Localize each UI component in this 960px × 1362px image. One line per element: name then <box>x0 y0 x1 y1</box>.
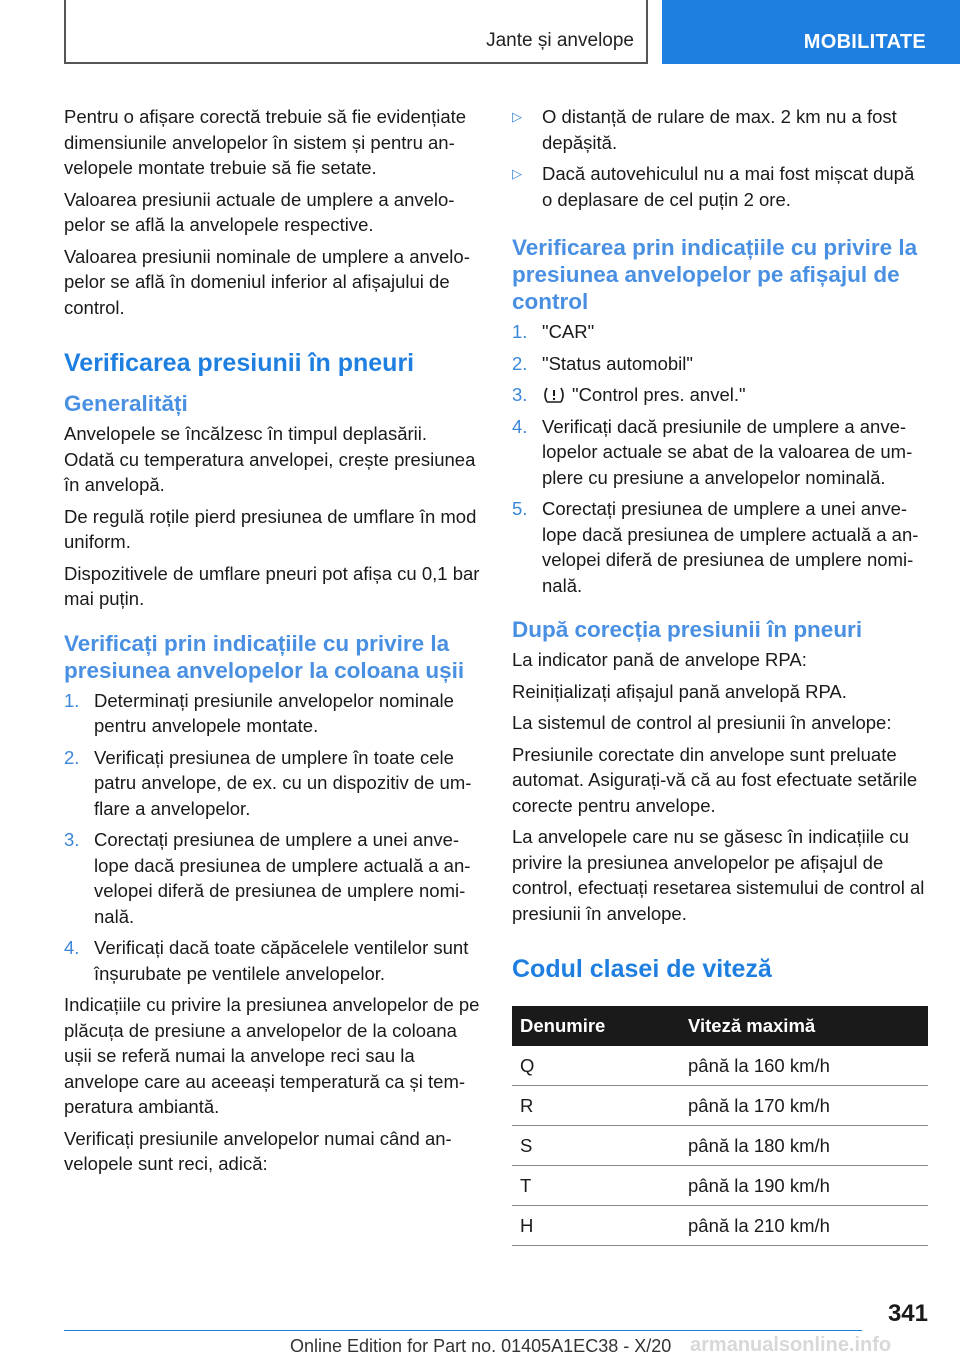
table-cell: R <box>512 1086 680 1126</box>
footer-divider <box>64 1330 862 1331</box>
bullet-text: O distanță de rulare de max. 2 km nu a fost depășită. <box>542 106 897 153</box>
table-cell: T <box>512 1166 680 1206</box>
heading-tire-pressure-check: Verificarea presiunii în pneuri <box>64 349 415 377</box>
triangle-bullet-icon: ▷ <box>512 166 522 181</box>
step-text: Verificați presiunea de umplere în toate cele patru anvelope, de ex. cu un dispozitiv de umflare a anvelopelor. <box>94 746 472 819</box>
step-number: 3. <box>512 384 528 405</box>
list-item <box>512 382 928 408</box>
heading-speed-class: Codul clasei de viteză <box>512 955 772 983</box>
table-cell: H <box>512 1206 680 1246</box>
step-number: 4. <box>64 937 80 958</box>
general-paragraph: De regulă roțile pierd presiunea de umflare în mod uniform. <box>64 505 477 552</box>
step-text: Verificați dacă presiunile de umplere a anvelopelor actuale se abat de la valoarea de umplere cu presiune a anvelopelor nominală. <box>542 415 913 488</box>
bullet-text: Dacă autovehiculul nu a mai fost mișcat după o deplasare de cel puțin 2 ore. <box>542 163 915 210</box>
table-cell: până la 180 km/h <box>680 1126 928 1166</box>
page-number: 341 <box>887 1300 928 1327</box>
step-text: "Status automobil" <box>542 352 693 374</box>
table-row <box>512 1046 928 1086</box>
footer-edition: Online Edition for Part no. 01405A1EC38 - X/20 <box>290 1336 672 1356</box>
heading-door-pillar-check: Verificați prin indicațiile cu privire la presiunea anvelopelor la coloana ușii <box>64 630 465 683</box>
door-check-steps <box>64 688 480 987</box>
right-column <box>512 104 928 1246</box>
table-cell: S <box>512 1126 680 1166</box>
table-row <box>512 1126 928 1166</box>
table-cell: Q <box>512 1046 680 1086</box>
intro-paragraph: Valoarea presiunii actuale de umplere a anvelopelor se află la anvelopele respective. <box>64 188 455 235</box>
list-item <box>512 351 928 377</box>
after-paragraph: Verificați presiunile anvelopelor numai când anvelopele sunt reci, adică: <box>64 1127 452 1174</box>
list-item <box>64 935 480 986</box>
list-item <box>64 745 480 822</box>
step-number: 2. <box>64 746 80 768</box>
table-row <box>512 1206 928 1246</box>
list-item <box>64 688 480 739</box>
list-item <box>512 104 928 155</box>
intro-paragraph: Valoarea presiunii nominale de umplere a anvelopelor se află în domeniul inferior al afișajului de control. <box>64 245 470 318</box>
intro-paragraph: Pentru o afișare corectă trebuie să fie evidențiate dimensiunile anvelopelor în sistem și pentru anvelopele montate trebuie să fie setate. <box>64 106 467 178</box>
table-cell: până la 160 km/h <box>680 1046 928 1086</box>
triangle-bullet-icon: ▷ <box>512 109 522 124</box>
watermark: armanualsonline.info <box>690 1334 892 1356</box>
list-item <box>512 161 928 212</box>
heading-general: Generalități <box>64 391 188 416</box>
step-text: Verificați dacă toate căpăcelele ventilelor sunt înșurubate pe ventilele anvelopelor. <box>94 937 469 984</box>
left-column <box>64 104 480 1183</box>
table-row <box>512 1086 928 1126</box>
after-paragraph: La indicator pană de anvelope RPA: <box>512 649 807 670</box>
step-number: 5. <box>512 498 528 519</box>
general-paragraph: Dispozitivele de umflare pneuri pot afișa cu 0,1 bar mai puțin. <box>64 562 480 609</box>
table-cell: până la 210 km/h <box>680 1206 928 1246</box>
step-text: Determinați presiunile anvelopelor nominale pentru anvelopele montate. <box>94 689 454 736</box>
general-paragraph: Anvelopele se încălzesc în timpul deplasării. Odată cu temperatura anvelopei, crește presiunea în anvelopă. <box>64 423 476 495</box>
tire-pressure-warning-icon <box>542 385 566 405</box>
column-header: Denumire <box>512 1006 680 1046</box>
column-header: Viteză maximă <box>680 1006 928 1046</box>
table-header-row <box>512 1006 928 1046</box>
step-text: "Control pres. anvel." <box>572 384 746 405</box>
after-paragraph: Reinițializați afișajul pană anvelopă RPA. <box>512 680 847 702</box>
condition-bullets <box>512 104 928 212</box>
list-item <box>64 827 480 929</box>
table-row <box>512 1166 928 1206</box>
header-section-box <box>64 0 648 64</box>
heading-display-check: Verificarea prin indicațiile cu privire la presiunea anvelopelor pe afișajul de control <box>512 235 918 314</box>
header-section-title: Jante și anvelope <box>486 30 634 51</box>
after-paragraph: Indicațiile cu privire la presiunea anvelopelor de pe plăcuța de presiune a anvelopelor de la coloana ușii se referă numai la anvelope reci sau la anvelope care au aceeași temperatură ca și temperatura ambiantă. <box>64 994 480 1117</box>
after-paragraph: Presiunile corectate din anvelope sunt preluate automat. Asigurați-vă că au fost efectuate setările corecte pentru anvelope. <box>512 743 918 816</box>
step-number: 3. <box>64 829 80 850</box>
heading-after-correction: După corecția presiunii în pneuri <box>512 617 863 642</box>
header-chapter-tab: MOBILITATE <box>662 0 960 64</box>
list-item <box>512 319 928 345</box>
after-paragraph: La anvelopele care nu se găsesc în indicațiile cu privire la presiunea anvelopelor pe afișajul de control, efectuați resetarea sistemului de control al presiunii în anvelope. <box>512 826 925 924</box>
step-number: 1. <box>512 321 528 342</box>
speed-class-table <box>512 1006 928 1246</box>
table-cell: până la 190 km/h <box>680 1166 928 1206</box>
step-number: 1. <box>64 689 80 711</box>
list-item <box>512 414 928 491</box>
list-item <box>512 496 928 598</box>
display-check-steps <box>512 319 928 598</box>
step-text: "CAR" <box>542 321 595 342</box>
after-paragraph: La sistemul de control al presiunii în anvelope: <box>512 712 892 733</box>
step-text: Corectați presiunea de umplere a unei anvelope dacă presiunea de umplere actuală a anvelopei diferă de presiunea de umplere nominală. <box>542 498 919 596</box>
step-number: 4. <box>512 415 528 437</box>
step-text: Corectați presiunea de umplere a unei anvelope dacă presiunea de umplere actuală a anvelopei diferă de presiunea de umplere nominală. <box>94 829 471 927</box>
step-number: 2. <box>512 352 528 374</box>
table-cell: până la 170 km/h <box>680 1086 928 1126</box>
